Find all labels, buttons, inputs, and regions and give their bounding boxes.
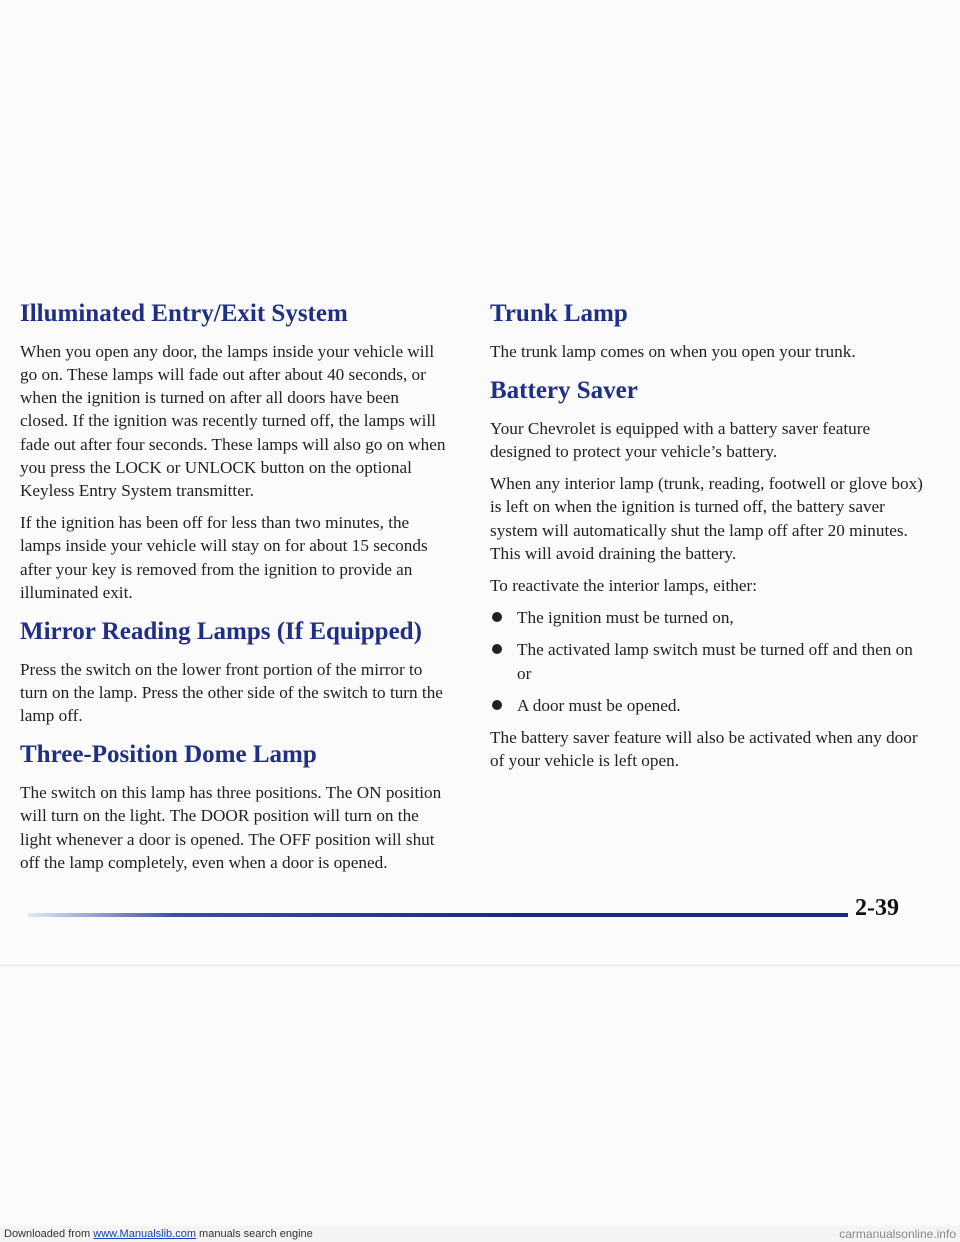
paragraph: The battery saver feature will also be activated when any door of your vehicle is left open. <box>490 727 918 771</box>
section-battery-saver <box>490 377 930 772</box>
paragraph: To reactivate the interior lamps, either: <box>490 575 758 595</box>
bullet-icon <box>492 644 502 654</box>
footer-source <box>4 1228 313 1240</box>
left-column <box>20 300 450 888</box>
list-item-text: The activated lamp switch must be turned off and then on or <box>517 640 913 683</box>
list-item <box>490 606 930 629</box>
section-trunk-lamp <box>490 300 930 363</box>
paragraph: Your Chevrolet is equipped with a battery saver feature designed to protect your vehicle’s battery. <box>490 418 871 461</box>
paragraph: Press the switch on the lower front portion of the mirror to turn on the lamp. Press the other side of the switch to turn the lamp off. <box>20 659 443 726</box>
paragraph: The switch on this lamp has three positions. The ON position will turn on the light. The DOOR position will turn on the light whenever a door is opened. The OFF position will shut off the lamp completely, even when a door is opened. <box>20 783 442 872</box>
list-item <box>490 638 930 684</box>
footer-suffix: manuals search engine <box>199 1228 313 1240</box>
scan-edge-line <box>0 965 960 966</box>
list-item-text: A door must be opened. <box>517 695 681 715</box>
list-item <box>490 694 930 717</box>
heading-trunk-lamp: Trunk Lamp <box>490 300 628 327</box>
page-rule-divider <box>28 913 848 917</box>
footer-prefix: Downloaded from <box>4 1228 91 1240</box>
heading-three-position-dome-lamp: Three-Position Dome Lamp <box>20 741 317 769</box>
bullet-list <box>490 606 930 717</box>
paragraph: The trunk lamp comes on when you open your trunk. <box>490 341 856 361</box>
paragraph: If the ignition has been off for less than two minutes, the lamps inside your vehicle will stay on for about 15 seconds after your key is removed from the ignition to provide an illuminated exit. <box>20 513 428 602</box>
bullet-icon <box>492 612 502 622</box>
site-watermark: carmanualsonline.info <box>839 1227 956 1241</box>
bullet-icon <box>492 700 502 710</box>
manualslib-link[interactable]: www.Manualslib.com <box>93 1228 196 1240</box>
section-three-position-dome-lamp <box>20 741 450 874</box>
heading-illuminated-entry: Illuminated Entry/Exit System <box>20 300 348 327</box>
list-item-text: The ignition must be turned on, <box>517 608 734 628</box>
section-illuminated-entry <box>20 300 450 604</box>
heading-mirror-reading-lamps: Mirror Reading Lamps (If Equipped) <box>20 617 422 645</box>
heading-battery-saver: Battery Saver <box>490 376 638 404</box>
right-column <box>490 300 930 786</box>
download-footer <box>0 1226 960 1242</box>
page-number: 2-39 <box>855 895 899 921</box>
paragraph: When any interior lamp (trunk, reading, footwell or glove box) is left on when the ignition is turned off, the battery saver system will automatically shut the lamp off after 20 minutes. This will avoid draining the battery. <box>490 474 923 563</box>
section-mirror-reading-lamps <box>20 618 450 727</box>
paragraph: When you open any door, the lamps inside your vehicle will go on. These lamps will fade out after about 40 seconds, or when the ignition is turned on after all doors have been closed. If the ignition was recently turned off, the lamps will fade out after four seconds. These lamps will also go on when you press the LOCK or UNLOCK button on the optional Keyless Entry System transmitter. <box>20 341 446 500</box>
